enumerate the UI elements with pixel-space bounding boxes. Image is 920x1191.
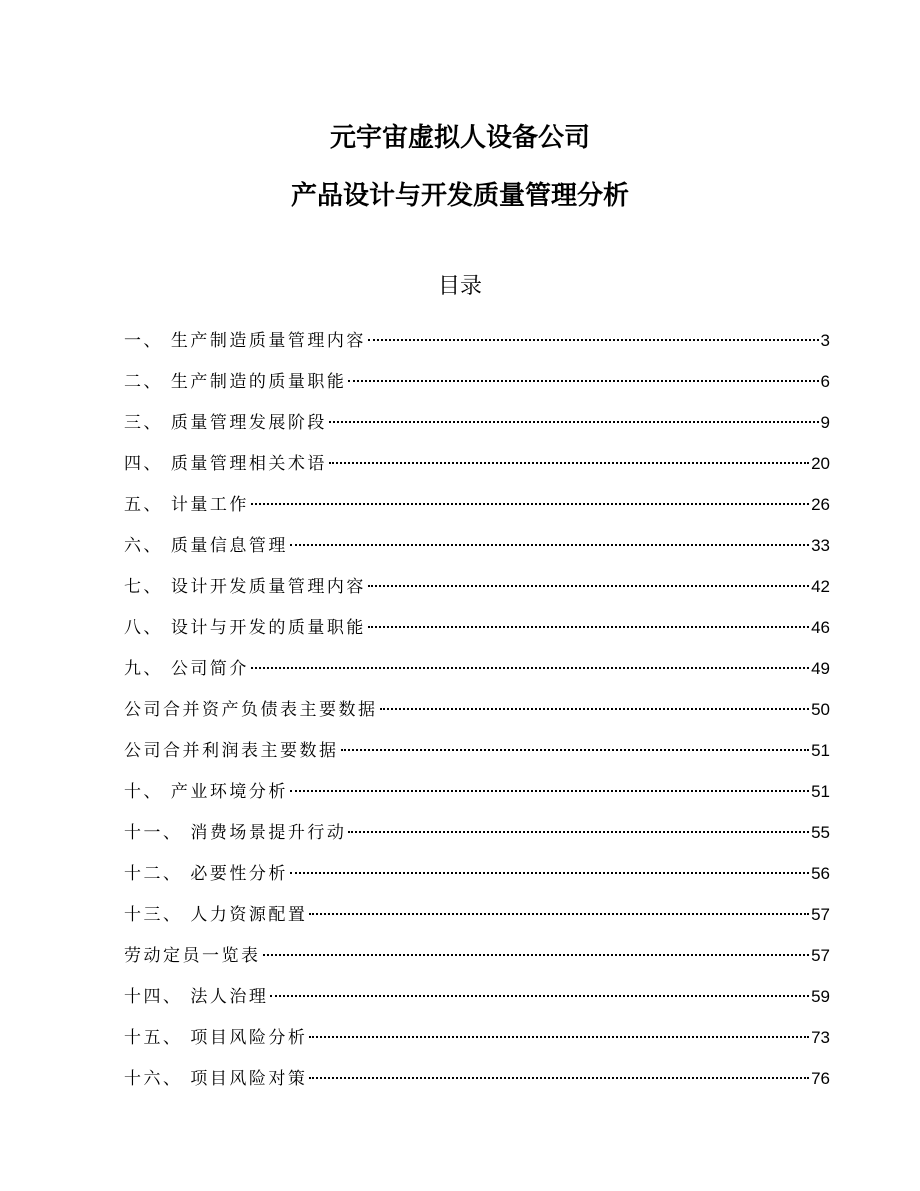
toc-entry[interactable] [124,689,830,730]
toc-leader-dots [329,462,809,464]
toc-entry-title: 劳动定员一览表 [124,946,261,966]
toc-entry-page: 49 [811,659,830,678]
toc-entry[interactable] [124,320,830,361]
toc-entry-title: 十六、 项目风险对策 [124,1069,308,1089]
toc-leader-dots [341,749,810,751]
toc-entry[interactable] [124,648,830,689]
toc-leader-dots [309,913,809,915]
toc-entry[interactable] [124,566,830,607]
toc-leader-dots [368,339,819,341]
toc-entry[interactable] [124,361,830,402]
toc-entry-title: 公司合并资产负债表主要数据 [124,700,378,720]
toc-entry[interactable] [124,402,830,443]
toc-entry-page: 33 [811,536,830,555]
toc-leader-dots [290,790,809,792]
toc-leader-dots [348,831,809,833]
toc-entry-title: 公司合并利润表主要数据 [124,741,339,761]
toc-leader-dots [309,1036,809,1038]
toc-leader-dots [290,872,809,874]
toc-entry-title: 十二、 必要性分析 [124,864,288,884]
toc-entry[interactable] [124,812,830,853]
toc-entry-page: 51 [811,741,830,760]
toc-entry[interactable] [124,607,830,648]
toc-entry-title: 七、 设计开发质量管理内容 [124,577,366,597]
toc-entry-title: 十、 产业环境分析 [124,782,288,802]
toc-entry-page: 3 [820,331,830,350]
toc-leader-dots [251,667,809,669]
toc-entry-page: 57 [811,946,830,965]
toc-entry-title: 八、 设计与开发的质量职能 [124,618,366,638]
toc-entry-title: 十四、 法人治理 [124,987,269,1007]
toc-entry[interactable] [124,935,830,976]
toc-entry-page: 42 [811,577,830,596]
toc-entry-title: 二、 生产制造的质量职能 [124,372,347,392]
toc-entry-title: 十一、 消费场景提升行动 [124,823,347,843]
toc-entry[interactable] [124,484,830,525]
toc-entry-page: 46 [811,618,830,637]
toc-entry-page: 55 [811,823,830,842]
toc-entry[interactable] [124,976,830,1017]
toc-entry-page: 56 [811,864,830,883]
toc-leader-dots [368,585,809,587]
toc-heading: 目录 [437,274,482,299]
toc-leader-dots [263,954,810,956]
toc-entry-page: 57 [811,905,830,924]
toc-leader-dots [329,421,819,423]
toc-leader-dots [270,995,809,997]
toc-entry-page: 6 [820,372,830,391]
toc-entry-page: 73 [811,1028,830,1047]
toc-entry-page: 50 [811,700,830,719]
toc-entry-page: 51 [811,782,830,801]
toc-leader-dots [309,1077,809,1079]
toc-entry-page: 76 [811,1069,830,1088]
document-subtitle: 产品设计与开发质量管理分析 [290,181,629,211]
toc-leader-dots [380,708,810,710]
toc-entry[interactable] [124,1017,830,1058]
toc-entry[interactable] [124,1058,830,1099]
toc-entry-title: 九、 公司简介 [124,659,249,679]
toc-entry-title: 十三、 人力资源配置 [124,905,308,925]
toc-entry-title: 五、 计量工作 [124,495,249,515]
toc-entry-page: 9 [820,413,830,432]
toc-entry-title: 十五、 项目风险分析 [124,1028,308,1048]
toc-entry[interactable] [124,443,830,484]
toc-entry[interactable] [124,771,830,812]
toc-leader-dots [251,503,809,505]
toc-entry-title: 三、 质量管理发展阶段 [124,413,327,433]
toc-entry-title: 六、 质量信息管理 [124,536,288,556]
toc-entry-page: 26 [811,495,830,514]
toc-entry-page: 20 [811,454,830,473]
toc-entry[interactable] [124,853,830,894]
toc-entry[interactable] [124,525,830,566]
toc-leader-dots [348,380,818,382]
table-of-contents [124,320,830,1099]
toc-entry[interactable] [124,730,830,771]
toc-leader-dots [290,544,809,546]
document-title: 元宇宙虚拟人设备公司 [329,123,590,153]
toc-entry[interactable] [124,894,830,935]
toc-entry-title: 四、 质量管理相关术语 [124,454,327,474]
toc-entry-page: 59 [811,987,830,1006]
toc-entry-title: 一、 生产制造质量管理内容 [124,331,366,351]
toc-leader-dots [368,626,809,628]
